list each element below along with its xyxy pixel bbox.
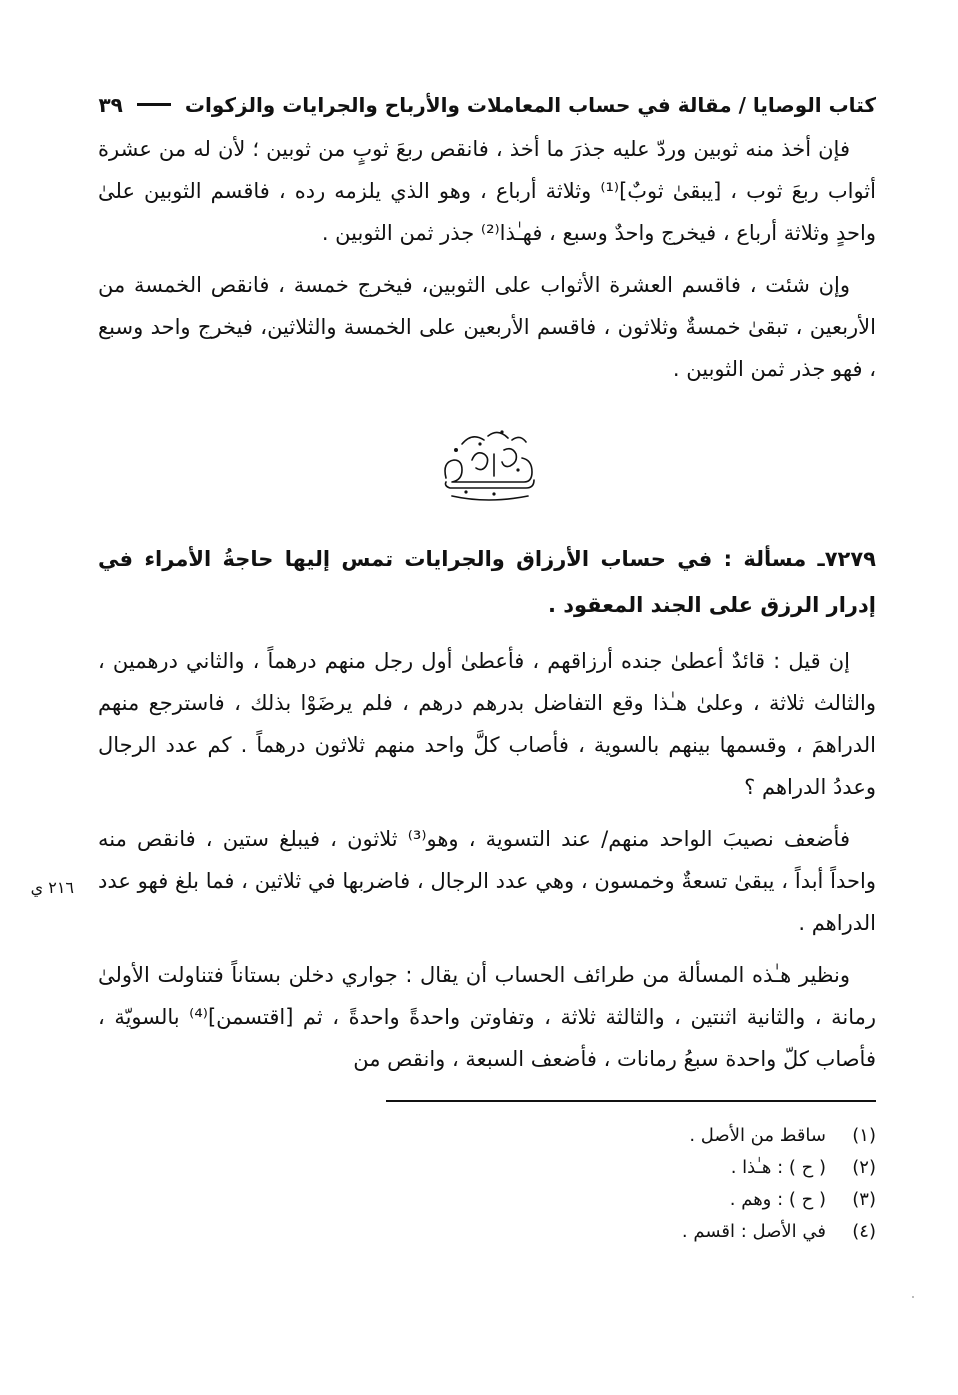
- scan-speck: [912, 1296, 914, 1298]
- header-dash: [137, 103, 171, 106]
- footnote-number: (١): [852, 1125, 876, 1146]
- paragraph-5: ونظير هـٰذه المسألة من طرائف الحساب أن يقال : جواري دخلن بستاناً فتناولت الأولىٰ رمانة ، والثانية اثنتين ، والثالثة ثلاثة ، وتفاوتن واحدةً واحدةً ، ثم [اقتسمن]⁽⁴⁾ بالسويّة ، فأصاب كلّ واحدة سبعُ رمانات ، فأضعف السبعة ، وانقص من: [98, 963, 877, 1071]
- section-ornament-fasl: [98, 420, 876, 516]
- footnote-number: (٤): [852, 1221, 876, 1242]
- page-body: [98, 88, 876, 1248]
- masala-number: ٧٢٧٩ـ مسألة :: [723, 547, 876, 571]
- footnote-separator: [386, 1100, 876, 1102]
- footnote-number: (٣): [852, 1189, 876, 1210]
- footnote-item: [98, 1184, 876, 1216]
- masala-text: في حساب الأرزاق والجرايات تمس إليها حاجةُ الأمراء في إدرار الرزق على الجند المعقود .: [98, 547, 876, 617]
- paragraph-1: فإن أخذ منه ثوبين وردّ عليه جذرَ ما أخذ ، فانقص ربعَ ثوبٍ من ثوبين ؛ لأن له من عشرة أثواب ربعَ ثوب ، [يبقىٰ ثوبٌ]⁽¹⁾ وثلاثة أرباع ، وهو الذي يلزمه رده ، فاقسم الثوبين علىٰ واحدٍ وثلاثة أرباع ، فيخرج واحدٌ وسبع ، فهـٰذا⁽²⁾ جذر ثمن الثوبين .: [98, 137, 876, 245]
- footnote-text: ( ح ) : هـٰذا .: [730, 1157, 826, 1178]
- page-number: ٣٩: [98, 93, 123, 117]
- footnote-text: في الأصل : اقسم .: [681, 1221, 826, 1242]
- footnote-number: (٢): [852, 1157, 876, 1178]
- fasl-calligraphy-icon: [432, 420, 542, 510]
- margin-page-reference: ٢١٦ ي: [30, 878, 74, 897]
- footnote-item: [98, 1120, 876, 1152]
- masala-heading: [98, 536, 876, 628]
- paragraph-2: وإن شئت ، فاقسم العشرة الأثواب على الثوبين، فيخرج خمسة ، فانقص الخمسة من الأربعين ، تبقىٰ خمسةٌ وثلاثون ، فاقسم الأربعين على الخمسة والثلاثين، فيخرج واحد وسبع ، فهو جذر ثمن الثوبين .: [98, 273, 876, 381]
- footnotes: [98, 1120, 876, 1248]
- paragraph-3: إن قيل : قائدٌ أعطىٰ جنده أرزاقهم ، فأعطىٰ أول رجل منهم درهماً ، والثاني درهمين ، والثالث ثلاثة ، وعلىٰ هـٰذا وقع التفاضل بدرهم درهم ، فلم يرضَوْا بذلك ، فاسترجع منهم الدراهمَ ، وقسمها بينهم بالسوية ، فأصاب كلَّ واحد منهم ثلاثون درهماً . كم عدد الرجال وعددُ الدراهم ؟: [98, 649, 876, 799]
- footnote-item: [98, 1216, 876, 1248]
- footnote-item: [98, 1152, 876, 1184]
- running-header: [98, 88, 876, 128]
- header-title: كتاب الوصايا / مقالة في حساب المعاملات والأرباح والجرايات والزكوات: [184, 93, 876, 117]
- footnote-text: ( ح ) : وهم .: [729, 1189, 826, 1210]
- footnote-text: ساقط من الأصل .: [689, 1125, 826, 1146]
- paragraph-4: فأضعف نصيبَ الواحد منهم/ عند التسوية ، وهو⁽³⁾ ثلاثون ، فيبلغ ستين ، فانقص منه واحداً أبداً ، يبقىٰ تسعةٌ وخمسون ، وهي عدد الرجال ، فاضربها في ثلاثين ، فما بلغ فهو عدد الدراهم .: [98, 827, 876, 935]
